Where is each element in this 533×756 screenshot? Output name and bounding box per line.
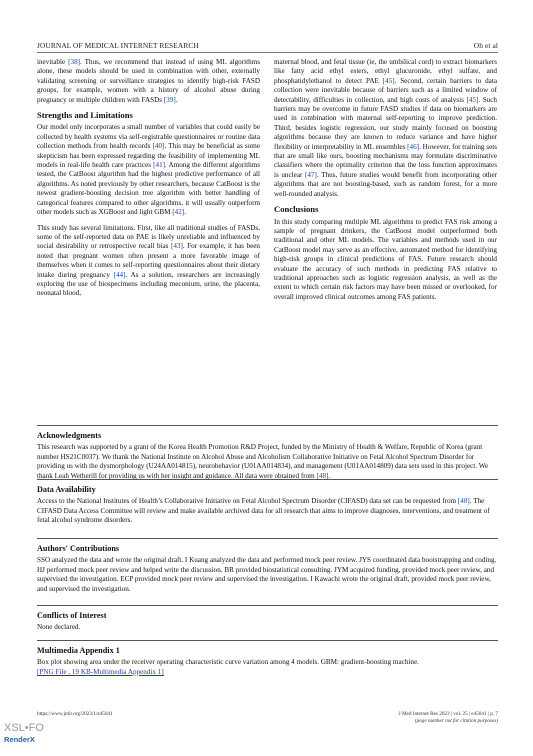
acknowledgments-section — [37, 425, 498, 481]
appendix-caption: Box plot showing area under the receiver operating characteristic curve variation among 4 models. GBM: gradient-boosting machine. — [37, 658, 419, 667]
footer-citation: J Med Internet Res 2023 | vol. 25 | e45041 | p. 7 — [398, 711, 498, 717]
reference-link[interactable]: [41] — [153, 161, 166, 170]
text-segment: . Among the different algorithms tested, the CatBoost algorithm had the highest predictive performance of all algorithms. As noted previously by other researchers, because CatBoost is the newest gradient-boosting decision tree algorithm with better handling of categorical features compared to other algorithms, it will usually outperform other models such as XGBoost and light GBM — [37, 161, 260, 217]
footer-note: (page number not for citation purposes) — [414, 717, 498, 724]
text-segment: . However, for training sets that are small like ours, boosting mechanisms may formulate discriminative classifiers where the optimality criterion that the loss function approximates is unclear — [274, 142, 498, 179]
text-segment: . Second, certain barriers to data collection were inevitable because of barriers such as a limited window of detectability, difficulties in collection, and high costs of analysis — [274, 76, 497, 104]
conflicts-text: None declared. — [37, 623, 81, 632]
acknowledgments-text — [37, 443, 498, 481]
text-segment: . The CIFASD Data Access Committee will review and make available archived data for all research that aims to improve diagnoses, interventions, and treatment of fetal alcohol syndrome disorders. — [37, 497, 490, 525]
data-availability-heading: Data Availability — [37, 485, 96, 494]
data-availability-section — [37, 479, 498, 526]
text-segment: In this study comparing multiple ML algorithms to predict FAS risk among a sample of pregnant drinkers, the CatBoost model outperformed both traditional and other ML models. The variables and methods used in our CatBoost model may serve as an effective, automated method for identifying high-risk groups in clinical predictions of FAS. Future research should evaluate the accuracy of such methods in predicting FAS relative to traditional approaches such as logistic regression analysis, as well as the extent to which certain risk factors may have been missed or overlooked, for overall improved clinical outcomes among FAS patients. — [274, 217, 497, 301]
data-availability-text — [37, 497, 498, 525]
footer-citation-block — [399, 711, 498, 724]
reference-link[interactable]: [42] — [172, 208, 185, 217]
contributions-text: SSO analyzed the data and wrote the original draft. I Kuang analyzed the data and performed mock peer review. JYS coordinated data bootstrapping and coding. HJ performed mock peer review and helped write the discussion. BR provided biostatistical consulting. JYM acquired funding, provided mock peer review, and supervised the investigation. ECP provided mock peer review and supervised the investigation. I Kawachi wrote the original draft, provided mock peer review, and supervised the investigation. — [37, 556, 497, 593]
text-segment: maternal blood, and fetal tissue (ie, the umbilical cord) to extract biomarkers like fatty acid ethyl esters, ethyl glucuronide, ethyl sulfate, and phosphatidylethanol to detect PAE — [274, 58, 497, 85]
appendix-heading: Multimedia Appendix 1 — [37, 646, 120, 655]
reference-link[interactable]: [48] — [457, 497, 470, 506]
section-heading-strengths: Strengths and Limitations — [37, 110, 133, 121]
appendix-file-link[interactable]: [PNG File , 19 KB-Multimedia Appendix 1] — [37, 667, 164, 676]
paragraph — [274, 58, 497, 199]
text-segment: . Such barriers may be overcome in future FASD studies if data on biomarkers are used in combination with maternal self-reporting to improve prediction. Third, besides logistic regression, our study mainly focused on boosting algorithms because they are known to reduce variance and have higher flexibility or interpretability in ML ensembles — [274, 95, 497, 151]
text-segment: . — [175, 95, 178, 104]
reference-link[interactable]: [39] — [163, 95, 176, 104]
reference-link[interactable]: [47] — [304, 170, 317, 179]
reference-link[interactable]: [40] — [152, 142, 165, 151]
text-segment: . Thus, we recommend that instead of using ML algorithms alone, these models should be used in combination with other, externally validating screening or surveillance strategies to identify high-risk FASD groups, for example, women with a history of alcohol abuse during pregnancy or multiple children with FASDs — [37, 58, 260, 104]
footer-url: https://www.jmir.org/2023/1/e45041 — [37, 711, 113, 717]
text-segment: inevitable — [37, 58, 69, 66]
journal-name: JOURNAL OF MEDICAL INTERNET RESEARCH — [37, 41, 199, 50]
contributions-heading: Authors' Contributions — [37, 544, 120, 553]
paragraph — [274, 218, 497, 303]
xslfo-logo: XSL•FO — [4, 722, 44, 734]
section-heading-conclusions: Conclusions — [274, 204, 319, 215]
paragraph — [37, 58, 260, 105]
renderx-logo: RenderX — [4, 735, 35, 744]
running-header — [37, 41, 498, 53]
acknowledgments-heading: Acknowledgments — [37, 431, 102, 440]
section-divider — [37, 538, 498, 539]
right-column — [274, 58, 497, 308]
left-column — [37, 58, 260, 305]
renderx-watermark — [4, 723, 44, 745]
reference-link[interactable]: [38] — [68, 58, 81, 66]
header-authors: Oh et al — [473, 41, 498, 50]
text-segment: Access to the National Institutes of Health’s Collaborative Initiative on Fetal Alcohol Spectrum Disorder (CIFASD) data set can be requested from — [37, 497, 458, 506]
text-segment: . — [328, 471, 331, 480]
reference-link[interactable]: [45] — [382, 76, 395, 85]
section-divider — [37, 425, 498, 426]
section-divider — [37, 640, 498, 641]
text-segment: This study has several limitations. First, like all traditional studies of FASDs, some of the self-reported data on PAE is likely unreliable and influenced by social desirability or retrospective recall bias — [37, 223, 260, 251]
text-segment: . Thus, future studies would benefit from incorporating other algorithms that are not boosting-based, such as random forest, for a more well-rounded analysis. — [274, 170, 498, 198]
page-footer — [37, 711, 498, 724]
reference-link[interactable]: [43] — [170, 242, 183, 251]
reference-link[interactable]: [48] — [316, 471, 329, 480]
text-segment: . For example, it has been noted that pregnant women often present a more favorable image of themselves when it comes to self-reporting questionnaires about their dietary intake during pregnancy — [37, 242, 260, 279]
reference-link[interactable]: [44] — [113, 270, 126, 279]
conflicts-section — [37, 605, 498, 633]
text-segment: . As a solution, researchers are increasingly exploring the use of biospecimens including meconium, urine, the placenta, neonatal blood, — [37, 270, 260, 298]
paragraph — [37, 224, 260, 299]
text-segment: . — [184, 208, 186, 217]
reference-link[interactable]: [45] — [466, 95, 479, 104]
text-segment: This research was supported by a grant of the Korea Health Promotion R&D Project, funded by the Ministry of Health & Welfare, Republic of Korea (grant number HS21C0037). We thank the National Institute on Alcohol Abuse and Alcoholism Collaborative Initiative on Fetal Alcohol Spectrum Disorder for providing us with the dysmorphology (U24AA014815), neurobehavior (U01AA014834), and management (U01AA014809) data sets used in this project. We thank Leah Wetherill for providing us with her insight and guidance. All data were obtained from — [37, 443, 489, 480]
conflicts-heading: Conflicts of Interest — [37, 611, 107, 620]
paragraph — [37, 123, 260, 217]
contributions-section — [37, 538, 498, 594]
text-segment: . This may be beneficial as some skepticism has been expressed regarding the feasibility of implementing ML models in real-life health care practices — [37, 142, 260, 170]
text-segment: Our model only incorporates a small number of variables that could easily be collected by health systems via self-registrable questionnaires or routine data collection methods from health records — [37, 123, 260, 151]
section-divider — [37, 479, 498, 480]
reference-link[interactable]: [46] — [407, 142, 420, 151]
section-divider — [37, 605, 498, 606]
appendix-section — [37, 640, 498, 677]
